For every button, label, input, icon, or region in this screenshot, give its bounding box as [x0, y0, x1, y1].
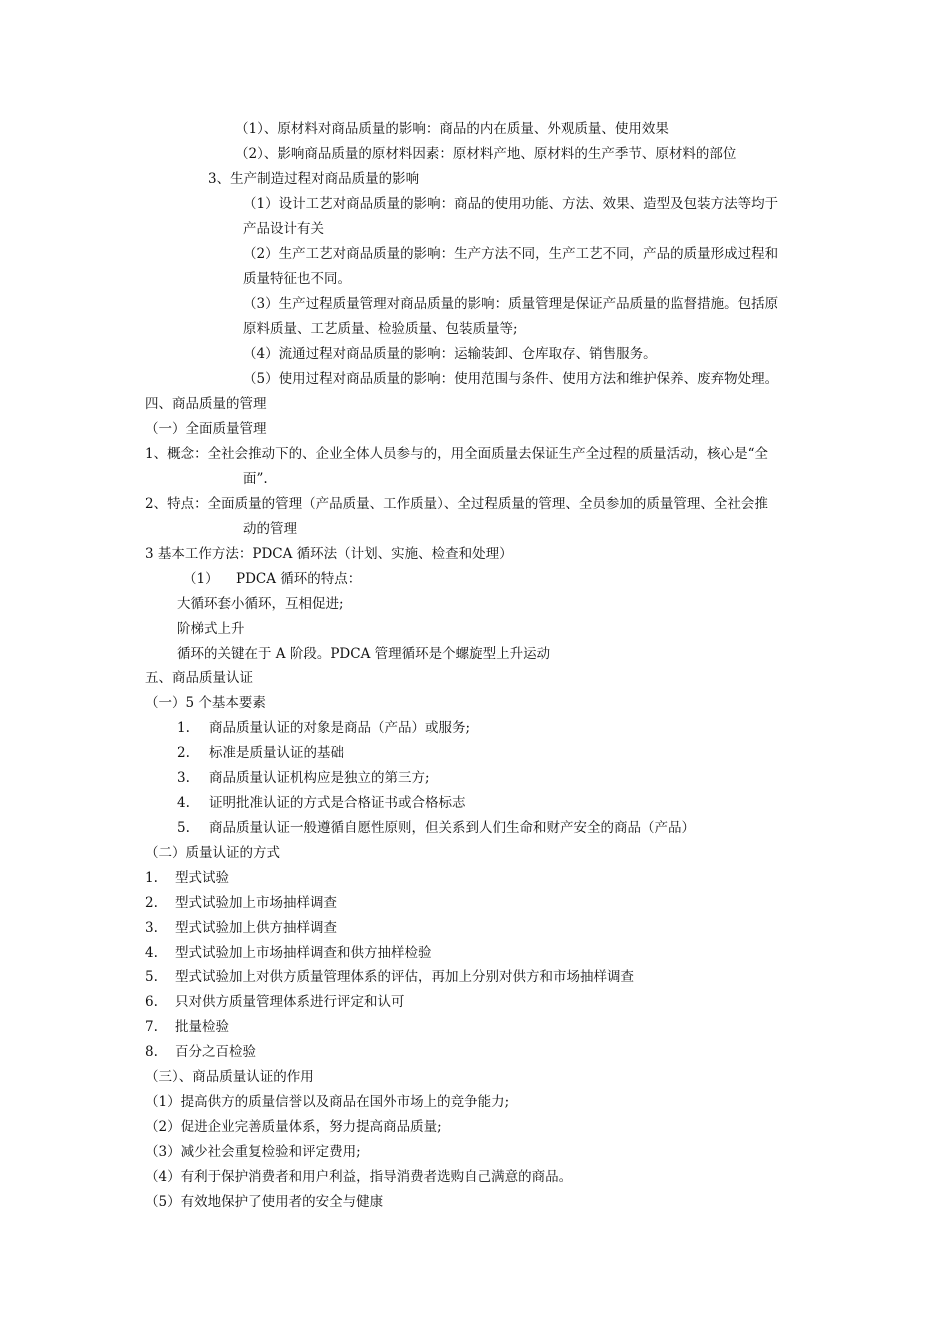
section-heading: 四、商品质量的管理: [145, 396, 267, 412]
list-text: 只对供方质量管理体系进行评定和认可: [175, 994, 405, 1010]
list-item: [177, 743, 344, 763]
text-line: （5）使用过程对商品质量的影响：使用范围与条件、使用方法和维护保养、废弃物处理。: [243, 371, 779, 387]
list-number: 6.: [145, 994, 158, 1010]
text-line: （1）设计工艺对商品质量的影响：商品的使用功能、方法、效果、造型及包装方法等均于: [243, 196, 779, 212]
list-number: （1）: [183, 571, 219, 587]
text-line: （1）、原材料对商品质量的影响：商品的内在质量、外观质量、使用效果: [235, 121, 669, 137]
text-line: （2）生产工艺对商品质量的影响：生产方法不同，生产工艺不同，产品的质量形成过程和: [243, 246, 779, 262]
text-line: 面”.: [243, 471, 268, 487]
list-text: 标准是质量认证的基础: [209, 745, 344, 761]
list-number: 2.: [177, 745, 190, 761]
list-item: [145, 1017, 229, 1037]
list-number: 5.: [177, 820, 190, 836]
list-item: [177, 793, 466, 813]
list-number: 3.: [145, 920, 158, 936]
list-number: 1.: [177, 720, 190, 736]
text-line: （3）生产过程质量管理对商品质量的影响：质量管理是保证产品质量的监督措施。包括原: [243, 296, 779, 312]
text-line: （2）、影响商品质量的原材料因素：原材料产地、原材料的生产季节、原材料的部位: [235, 146, 737, 162]
list-item: [145, 992, 405, 1012]
list-text: 商品质量认证的对象是商品（产品）或服务;: [209, 720, 471, 736]
subsection-heading: （二）质量认证的方式: [145, 845, 280, 861]
list-item: [177, 818, 695, 838]
list-item: [145, 918, 337, 938]
list-text: 型式试验: [175, 870, 229, 886]
list-number: 2.: [145, 895, 158, 911]
text-line: 原料质量、工艺质量、检验质量、包装质量等;: [243, 321, 518, 337]
subsection-heading: （一）全面质量管理: [145, 421, 267, 437]
text-line: 阶梯式上升: [177, 621, 245, 637]
text-line: 2、特点：全面质量的管理（产品质量、工作质量）、全过程质量的管理、全员参加的质量管理、全社会推: [145, 496, 768, 512]
subsection-heading: 3、生产制造过程对商品质量的影响: [208, 171, 420, 187]
text-line: 动的管理: [243, 521, 297, 537]
list-number: 4.: [145, 945, 158, 961]
text-line: （3）减少社会重复检验和评定费用;: [145, 1144, 361, 1160]
text-line: 产品设计有关: [243, 221, 324, 237]
list-number: 7.: [145, 1019, 158, 1035]
list-item: [145, 943, 432, 963]
list-text: 商品质量认证机构应是独立的第三方;: [209, 770, 430, 786]
text-line: （5）有效地保护了使用者的安全与健康: [145, 1194, 384, 1210]
list-text: 百分之百检验: [175, 1044, 256, 1060]
list-number: 8.: [145, 1044, 158, 1060]
text-line: 质量特征也不同。: [243, 271, 351, 287]
text-line: 大循环套小循环，互相促进;: [177, 596, 344, 612]
text-line: （4）流通过程对商品质量的影响：运输装卸、仓库取存、销售服务。: [243, 346, 657, 362]
list-item: [177, 718, 470, 738]
list-item: [145, 868, 229, 888]
list-number: 1.: [145, 870, 158, 886]
list-number: 3.: [177, 770, 190, 786]
list-item: [145, 893, 337, 913]
list-text: 型式试验加上市场抽样调查和供方抽样检验: [175, 945, 432, 961]
text-line: PDCA 循环的特点：: [236, 571, 362, 587]
text-line: 3 基本工作方法：PDCA 循环法（计划、实施、检查和处理）: [145, 546, 513, 562]
list-text: 型式试验加上市场抽样调查: [175, 895, 337, 911]
list-item: [145, 967, 634, 987]
list-text: 证明批准认证的方式是合格证书或合格标志: [209, 795, 466, 811]
list-text: 型式试验加上供方抽样调查: [175, 920, 337, 936]
list-text: 批量检验: [175, 1019, 229, 1035]
section-heading: 五、商品质量认证: [145, 670, 253, 686]
text-line: （1）提高供方的质量信誉以及商品在国外市场上的竞争能力;: [145, 1094, 510, 1110]
subsection-heading: （一）5 个基本要素: [145, 695, 266, 711]
list-number: 4.: [177, 795, 190, 811]
list-text: 型式试验加上对供方质量管理体系的评估，再加上分别对供方和市场抽样调查: [175, 969, 634, 985]
text-line: 1、概念：全社会推动下的、企业全体人员参与的，用全面质量去保证生产全过程的质量活动，核心是“全: [145, 446, 768, 462]
list-item: [145, 1042, 256, 1062]
list-number: 5.: [145, 969, 158, 985]
text-line: （2）促进企业完善质量体系，努力提高商品质量;: [145, 1119, 442, 1135]
text-line: 循环的关键在于 A 阶段。PDCA 管理循环是个螺旋型上升运动: [177, 646, 551, 662]
list-item: [177, 768, 430, 788]
text-line: （4）有利于保护消费者和用户利益，指导消费者选购自己满意的商品。: [145, 1169, 573, 1185]
list-text: 商品质量认证一般遵循自愿性原则，但关系到人们生命和财产安全的商品（产品）: [209, 820, 695, 836]
subsection-heading: （三）、商品质量认证的作用: [145, 1069, 314, 1085]
